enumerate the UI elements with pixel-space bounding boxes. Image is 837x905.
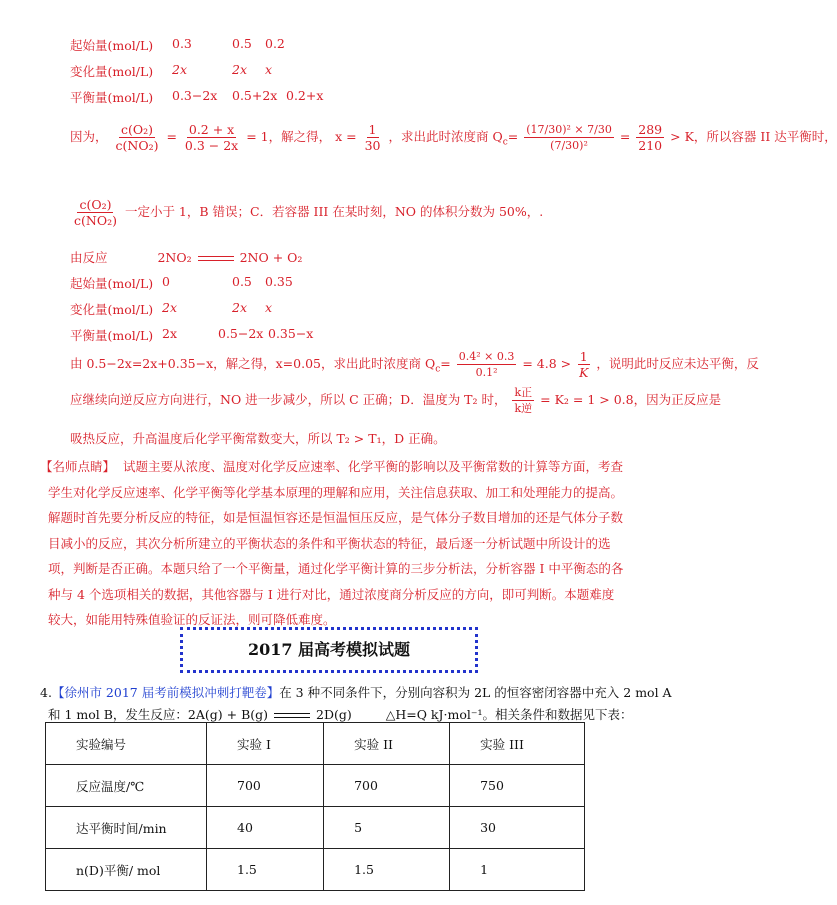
text-line2-b: = K₂ = 1 > 0.8，因为正反应是: [540, 392, 722, 407]
qc-value: = 4.8 >: [522, 356, 572, 371]
ratio-numerator: c(O₂): [79, 197, 112, 212]
reactant: 2NO₂: [157, 250, 192, 265]
concentration-ratio: [114, 122, 161, 153]
qc-analysis-line-1: [70, 348, 759, 386]
row-label: 变化量(mol/L): [70, 302, 154, 317]
question-text-1: 在 3 种不同条件下，分别向容积为 2L 的恒容密闭容器中充入 2 mol A: [279, 685, 672, 700]
question-number: 4.: [40, 685, 52, 700]
products: 2NO + O₂: [239, 250, 303, 265]
x-denominator: 30: [364, 138, 381, 153]
row-label: 平衡量(mol/L): [70, 90, 154, 105]
cell: 2x: [232, 300, 248, 315]
qc-value-denominator: 210: [638, 138, 663, 153]
equals-sign: =: [507, 129, 519, 144]
table-cell: 1.5: [207, 849, 324, 891]
x-value-fraction: [363, 122, 383, 153]
cell: 0: [162, 274, 170, 289]
ratio-denominator: c(NO₂): [115, 138, 159, 153]
note-tag: 【名师点睛】: [40, 459, 116, 474]
cell: x: [265, 62, 273, 77]
table-cell: 700: [207, 765, 324, 807]
qc-numerator: 0.4² × 0.3: [458, 350, 515, 363]
k-denominator: K: [579, 365, 589, 380]
equals-sign: =: [619, 129, 631, 144]
cell: 0.5: [232, 274, 252, 289]
ratio-numerator: c(O₂): [120, 122, 153, 137]
table-header-row: [46, 723, 585, 765]
text-line1-b: ，说明此时反应未达平衡，反: [596, 356, 759, 371]
qc-subscript: c: [502, 137, 508, 148]
reaction-equation: [70, 248, 302, 266]
table-cell: 750: [450, 765, 585, 807]
qc-value-fraction: [636, 122, 664, 153]
row-label: 起始量(mol/L): [70, 38, 154, 53]
qc-value-numerator: 289: [638, 122, 663, 137]
text-solve: = 1，解之得，: [246, 129, 332, 144]
conclusion-text: 一定小于 1，B 错误；C．若容器 III 在某时刻，NO 的体积分数为 50%，.: [124, 204, 544, 219]
text-line2-a: 应继续向逆反应方向进行，NO 进一步减少，所以 C 正确；D．温度为 T₂ 时，: [70, 392, 507, 407]
note-body: 试题主要从浓度、温度对化学反应速率、化学平衡的影响以及平衡常数的计算等方面，考查学生对化学反应速率、化学平衡等化学基本原理的理解和应用，关注信息获取、加工和处理能力的提高。解题时首先要分析反应的特征，如是恒温恒容还是恒温恒压反应，是气体分子数目增加的还是气体分子数目减小的反应，其次分析所建立的平衡状态的条件和平衡状态的特征，最后逐一分析试题中所设计的选项，判断是否正确。本题只给了一个平衡量，通过化学平衡计算的三步分析法，分析容器 I 中平衡态的各种与 4 个选项相关的数据，其他容器与 I 进行对比，通过浓度商分析反应的方向，即可判断。本题难度较大，如能用特殊值验证的反证法，则可降低难度。: [48, 459, 624, 627]
cell: 2x: [162, 326, 178, 341]
reaction-label: 由反应: [70, 250, 108, 265]
x-numerator: 1: [368, 122, 377, 137]
table-cell: 1: [450, 849, 585, 891]
rate-constant-ratio: [512, 385, 534, 416]
k-numerator: 1: [579, 349, 588, 364]
question-text-2c: △H=Q kJ·mol⁻¹。相关条件和数据见下表：: [385, 707, 633, 722]
table-cell: 700: [324, 765, 450, 807]
qc-fraction: [457, 349, 517, 380]
expr-numerator: 0.2 + x: [188, 122, 235, 137]
cell: 0.3: [172, 36, 192, 51]
text-suffix: > K，所以容器 II 达平衡时，: [670, 129, 837, 144]
qc-analysis-line-2: [70, 384, 721, 416]
header-cell: 实验 II: [324, 723, 450, 765]
banner-title: 2017 届高考模拟试题: [247, 640, 411, 659]
row-label: n(D)平衡/ mol: [46, 849, 207, 891]
experiment-table: [45, 722, 585, 891]
cell: 0.2: [265, 36, 285, 51]
cell: 2x: [172, 62, 188, 77]
equilibrium-arrow-icon: [274, 711, 310, 721]
cell: 0.5: [232, 36, 252, 51]
equals-sign: =: [440, 356, 451, 371]
question-text-2b: 2D(g): [316, 707, 352, 722]
table-row: [46, 765, 585, 807]
x-equals: x =: [335, 129, 357, 144]
qc-subscript: c: [435, 364, 441, 375]
ratio-conclusion-line: [70, 197, 543, 228]
teacher-note: [40, 454, 626, 633]
cell: 0.35: [265, 274, 293, 289]
header-cell: 实验 I: [207, 723, 324, 765]
table-cell: 30: [450, 807, 585, 849]
k-reverse: k逆: [514, 402, 533, 415]
table-cell: 5: [324, 807, 450, 849]
cell: 0.2+x: [286, 88, 324, 103]
table-cell: 40: [207, 807, 324, 849]
question-line-1: [40, 683, 672, 701]
equilibrium-derivation-line: [70, 122, 837, 158]
concentration-ratio: [72, 197, 119, 228]
inverse-k-fraction: [577, 349, 590, 380]
header-cell: 实验 III: [450, 723, 585, 765]
expr-denominator: 0.3 − 2x: [184, 138, 239, 153]
text-prefix: 因为，: [70, 129, 108, 144]
cell: x: [265, 300, 273, 315]
question-line-2: [48, 705, 632, 723]
row-label: 变化量(mol/L): [70, 64, 154, 79]
cell: 0.35−x: [268, 326, 314, 341]
row-label: 达平衡时间/min: [46, 807, 207, 849]
question-source: 【徐州市 2017 届考前模拟冲刺打靶卷】: [51, 685, 280, 700]
cell: 2x: [232, 62, 248, 77]
qc-fraction: [524, 122, 614, 153]
qc-denominator: 0.1²: [475, 366, 498, 379]
question-text-2a: 和 1 mol B，发生反应：2A(g) + B(g): [48, 707, 269, 722]
equilibrium-arrow-icon: [198, 254, 234, 264]
table-row: [46, 849, 585, 891]
ratio-denominator: c(NO₂): [74, 213, 117, 228]
qc-analysis-line-3: 吸热反应，升高温度后化学平衡常数变大，所以 T₂ > T₁，D 正确。: [70, 431, 446, 446]
cell: 0.3−2x: [172, 88, 218, 103]
cell: 2x: [162, 300, 178, 315]
qc-denominator: (7/30)²: [550, 139, 588, 152]
row-label: 平衡量(mol/L): [70, 328, 154, 343]
header-cell: 实验编号: [46, 723, 207, 765]
row-label: 反应温度/℃: [46, 765, 207, 807]
cell: 0.5+2x: [232, 88, 278, 103]
qc-numerator: (17/30)² × 7/30: [526, 123, 612, 136]
row-label: 起始量(mol/L): [70, 276, 154, 291]
text-qc: ，求出此时浓度商 Q: [388, 129, 503, 144]
expression-fraction: [183, 122, 240, 153]
text-line1-a: 由 0.5−2x=2x+0.35−x，解之得，x=0.05，求出此时浓度商 Q: [70, 356, 436, 371]
equals-sign: =: [166, 129, 177, 144]
cell: 0.5−2x: [218, 326, 264, 341]
table-row: [46, 807, 585, 849]
table-cell: 1.5: [324, 849, 450, 891]
section-banner: [180, 627, 478, 673]
k-forward: k正: [514, 386, 533, 399]
